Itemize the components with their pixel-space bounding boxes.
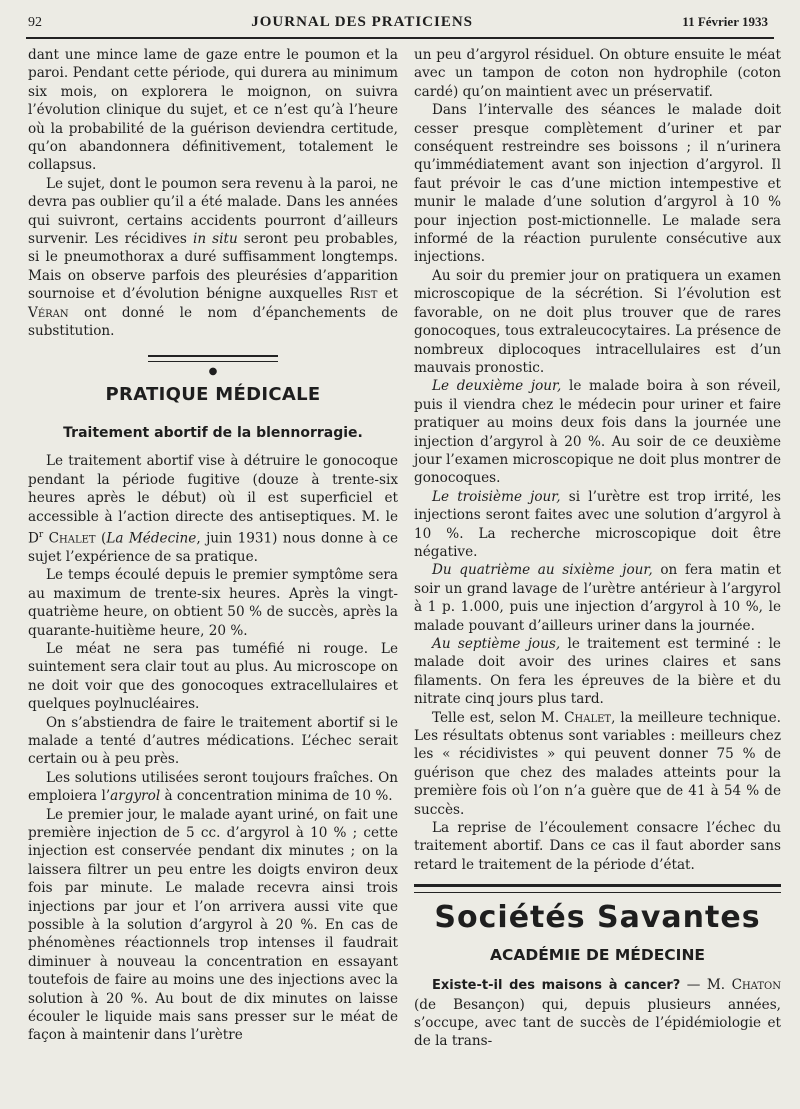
journal-title: JOURNAL DES PRATICIENS (251, 14, 474, 30)
paragraph: dant une mince lame de gaze entre le poumon et la paroi. Pendant cette période, qui durera au minimum six mois, on explorera le moignon, on suivra l’évolution clinique du sujet, et ce n’est qu’à l’heure où la probabilité de la guérison deviendra certitude, qu’on abandonnera définitivement, totalement le collapsus. (28, 47, 398, 174)
section-separator (148, 355, 278, 362)
academie-heading: ACADÉMIE DE MÉDECINE (489, 945, 706, 964)
left-column (28, 46, 398, 1045)
paragraph: Du quatrième au sixième jour, on fera matin et soir un grand lavage de l’urètre antérieur à l’argyrol à 1 p. 1.000, puis une injection d’argyrol à 10 %, le malade pouvant d’ailleurs uriner dans la journée. (414, 562, 781, 634)
section-rule (414, 884, 781, 893)
paragraph: Le traitement abortif vise à détruire le gonocoque pendant la période fugitive (douze à trente-six heures après le début) où il est superficiel et accessible à l’action directe des antiseptiques. M. le $D^r$ Chalet (La Médecine, juin 1931) nous donne à ce sujet l’expérience de sa pratique. (28, 453, 398, 565)
header-rule (26, 37, 774, 39)
paragraph: Au soir du premier jour on pratiquera un examen microscopique de la sécrétion. Si l’évolution est favorable, on ne doit plus trouver que de rares gonocoques, tous extraleucocytaires. La présence de nombreux diplocoques intracellulaires est d’un mauvais pronostic. (414, 267, 781, 376)
paragraph: Le premier jour, le malade ayant uriné, on fait une première injection de 5 cc. d’argyrol à 10 % ; cette injection est conservée pendant dix minutes ; on la laissera filtrer un peu entre les doigts environ deux fois par minute. Le malade recevra ainsi trois injections par jour et l’on arrivera aussi vite que possible à la solution d’argyrol à 20 %. En cas de phénomènes réactionnels trop intenses il faudrait diminuer à nouveau la concentration en essayant toutefois de faire au moins une des injections avec la solution à 20 %. Au bout de dix minutes on laisse écouler le liquide mais sans presser sur le méat de façon à maintenir dans l’urètre (28, 806, 398, 1044)
paragraph: Le temps écoulé depuis le premier symptôme sera au maximum de trente-six heures. Après la vingt-quatrième heure, on obtient 50 % de succès, après la quarante-huitième heure, 20 %. (28, 567, 398, 639)
paragraph: Au septième jous, le traitement est terminé : le malade doit avoir des urines claires et sans filaments. On fera les épreuves de la bière et du nitrate cinq jours plus tard. (414, 636, 781, 708)
section-title: PRATIQUE MÉDICALE (105, 383, 321, 405)
paragraph: Le deuxième jour, le malade boira à son réveil, puis il viendra chez le médecin pour uriner et faire pratiquer au moins deux fois dans la journée une injection d’argyrol à 20 %. Au soir de ce deuxième jour l’examen microscopique ne doit plus montrer de gonocoques. (414, 378, 781, 487)
paragraph: un peu d’argyrol résiduel. On obture ensuite le méat avec un tampon de coton non hydrophile (coton cardé) qu’on maintient avec un préservatif. (414, 47, 781, 100)
paragraph: Le sujet, dont le poumon sera revenu à la paroi, ne devra pas oublier qu’il a été malade. Dans les années qui suivront, certains accidents pourront d’ailleurs survenir. Les récidives in situ seront peu probables, si le pneumothorax a duré suffisamment longtemps. Mais on observe parfois des pleurésies d’apparition sournoise et d’évolution bénigne auxquelles Rist et Véran ont donné le nom d’épanchements de substitution. (28, 175, 399, 340)
issue-date: 11 Février 1933 (682, 14, 768, 29)
page-header (28, 14, 768, 31)
right-column (414, 46, 781, 1051)
paragraph: Les solutions utilisées seront toujours fraîches. On emploiera l’argyrol à concentration minima de 10 %. (28, 769, 398, 805)
article-title: Traitement abortif de la blennorragie. (63, 424, 363, 441)
paragraph: Le méat ne sera pas tuméfié ni rouge. Le suintement sera clair tout au plus. Au microscope on ne doit voir que des gonocoques extracellulaires et quelques poylnucléaires. (28, 640, 398, 713)
paragraph: Existe-t-il des maisons à cancer? — M. Chaton (de Besançon) qui, depuis plusieurs années, s’occupe, avec tant de succès de l’épidémiologie et de la trans- (414, 977, 781, 1050)
paragraph: Telle est, selon M. Chalet, la meilleure technique. Les résultats obtenus sont variables : meilleurs chez les « récidivistes » qui peuvent donner 75 % de guérison que chez des malades atteints pour la première fois où l’on n’a guère que de 41 à 54 % de succès. (414, 709, 781, 818)
page-number: 92 (28, 15, 42, 30)
paragraph: Le troisième jour, si l’urètre est trop irrité, les injections seront faites avec une solution d’argyrol à 10 %. La recherche microscopique doit être négative. (414, 488, 781, 560)
separator-dot: ● (208, 365, 218, 377)
paragraph: La reprise de l’écoulement consacre l’échec du traitement abortif. Dans ce cas il faut aborder sans retard le traitement de la période d’état. (414, 820, 781, 873)
societes-savantes-heading: Sociétés Savantes (434, 900, 761, 936)
paragraph: Dans l’intervalle des séances le malade doit cesser presque complètement d’uriner et par conséquent restreindre ses boissons ; il n’urinera qu’immédiatement avant son injection d’argyrol. Il faut prévoir le cas d’une miction intempestive et munir le malade d’une solution d’argyrol à 10 % pour injection post-mictionnelle. Le malade sera informé de la réaction purulente consécutive aux injections. (414, 102, 781, 266)
paragraph: On s’abstiendra de faire le traitement abortif si le malade a tenté d’autres médications. L’échec serait certain ou à peu près. (28, 714, 398, 768)
